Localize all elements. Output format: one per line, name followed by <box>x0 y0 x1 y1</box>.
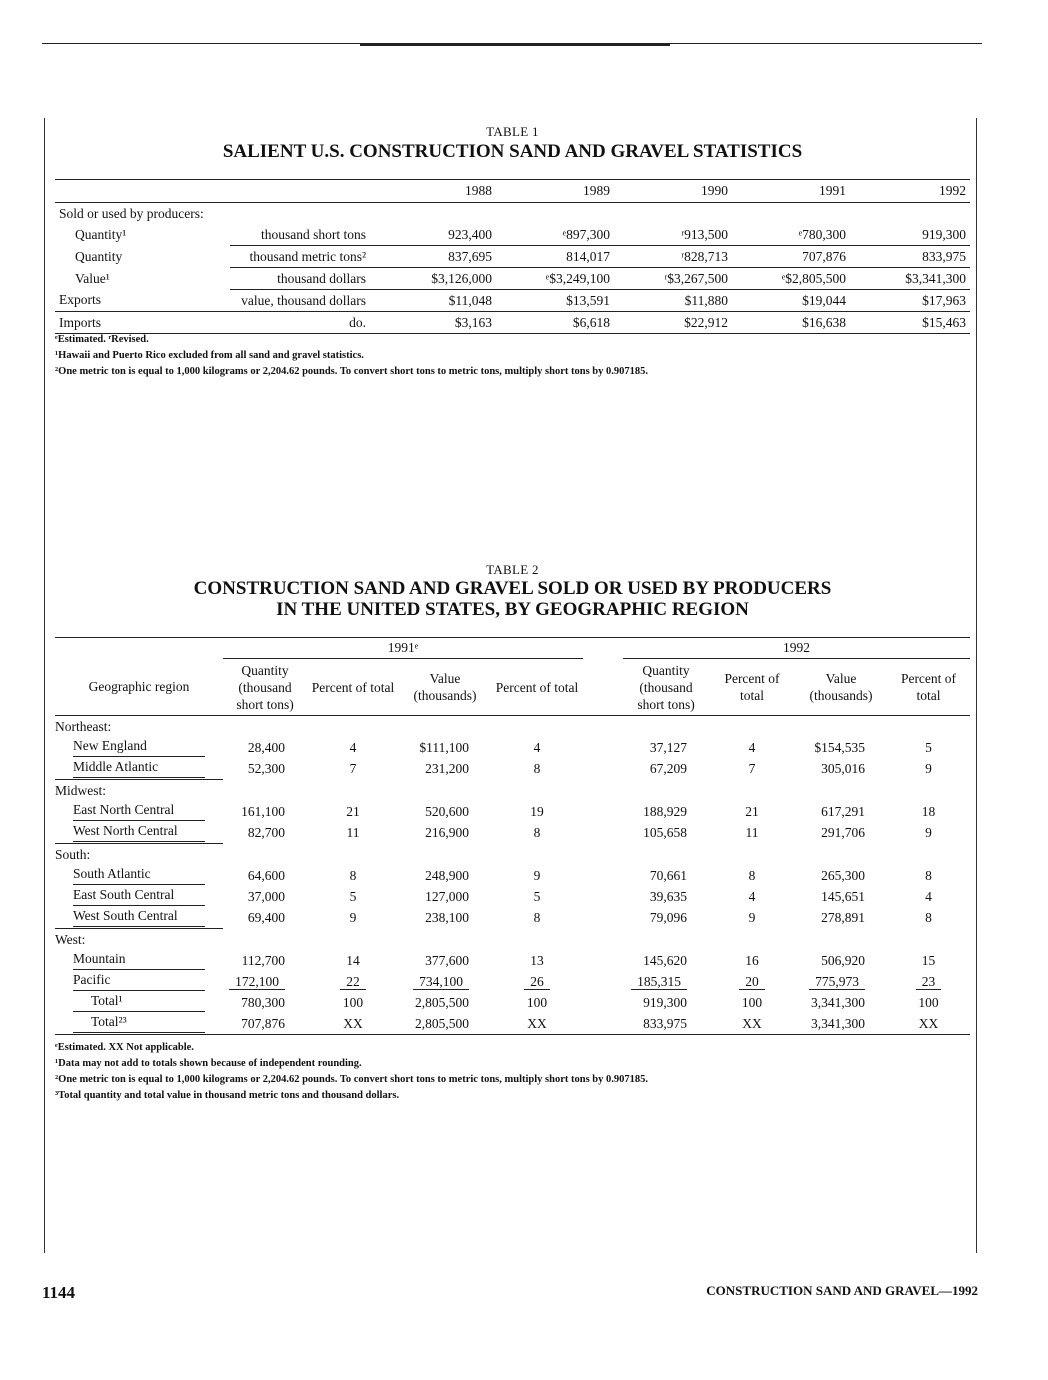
row-label: Value¹ <box>75 270 110 286</box>
cell: 707,876 <box>223 1013 307 1035</box>
row-unit: thousand short tons <box>230 224 378 246</box>
cell: 21 <box>346 803 360 819</box>
cell: 305,016 <box>821 760 865 776</box>
table-row <box>55 1013 970 1035</box>
cell: $17,963 <box>850 290 970 312</box>
region-label <box>55 758 223 780</box>
spacer <box>887 780 970 802</box>
cell <box>887 971 970 992</box>
group-label: Northeast: <box>55 716 223 738</box>
table-row <box>55 758 970 780</box>
cell: XX <box>307 1013 399 1035</box>
cell <box>795 971 887 992</box>
spacer <box>709 780 795 802</box>
cell: $111,100 <box>419 739 469 755</box>
cell: 127,000 <box>425 888 469 904</box>
region-name: Pacific <box>73 972 205 991</box>
cell: 833,975 <box>623 1013 709 1035</box>
spacer <box>307 780 399 802</box>
cell: 14 <box>346 952 360 968</box>
cell: 9 <box>349 909 357 925</box>
year-1989: 1989 <box>496 180 614 203</box>
spacer <box>583 716 623 738</box>
cell: 617,291 <box>821 803 865 819</box>
table-row <box>55 224 970 246</box>
table-row <box>55 971 970 992</box>
cell: 5 <box>925 739 932 755</box>
year-1991-header: 1991ᵉ <box>223 638 583 659</box>
cell: 79,096 <box>649 909 687 925</box>
cell-value: 734,100 <box>413 974 469 990</box>
region-name: South Atlantic <box>73 866 205 885</box>
cell: ᵉ$2,805,500 <box>732 268 850 290</box>
cell: ᵉ$3,249,100 <box>496 268 614 290</box>
top-rule-thick <box>360 43 670 46</box>
cell: $3,126,000 <box>378 268 496 290</box>
cell: $11,048 <box>378 290 496 312</box>
group-label: Sold or used by producers: <box>59 205 204 221</box>
cell: 52,300 <box>247 760 285 776</box>
cell: 707,876 <box>732 246 850 268</box>
table1-title: SALIENT U.S. CONSTRUCTION SAND AND GRAVEL STATISTICS <box>222 141 803 162</box>
cell: 8 <box>349 867 357 883</box>
cell: 9 <box>533 867 541 883</box>
table2-column-header-row <box>55 659 970 716</box>
cell: 814,017 <box>496 246 614 268</box>
region-name: Middle Atlantic <box>73 759 205 778</box>
region-name: Total²³ <box>73 1014 205 1033</box>
region-label <box>55 737 223 758</box>
region-label <box>55 907 223 929</box>
cell: 506,920 <box>821 952 865 968</box>
left-margin-rule <box>44 118 45 1253</box>
cell: 16 <box>745 952 759 968</box>
cell-value: 23 <box>916 974 942 990</box>
cell: 238,100 <box>425 909 469 925</box>
table2 <box>55 637 970 1035</box>
spacer <box>399 844 491 866</box>
cell: 231,200 <box>425 760 469 776</box>
cell: 112,700 <box>241 952 285 968</box>
cell: 5 <box>349 888 357 904</box>
row-unit: thousand dollars <box>230 268 378 290</box>
col-percent: Percent of total <box>307 659 399 716</box>
group-row <box>55 780 970 802</box>
cell: ᵉ897,300 <box>496 224 614 246</box>
table2-year-row <box>55 638 970 659</box>
spacer <box>795 716 887 738</box>
spacer <box>223 780 307 802</box>
cell: 188,929 <box>643 803 687 819</box>
cell: 4 <box>748 739 756 755</box>
spacer <box>709 929 795 951</box>
cell: 82,700 <box>247 824 285 840</box>
col-percent: Percent of total <box>491 659 583 716</box>
footnote: ²One metric ton is equal to 1,000 kilograms or 2,204.62 pounds. To convert short tons to metric tons, multiply short tons by 0.907185. <box>55 366 649 377</box>
cell: XX <box>709 1013 795 1035</box>
row-unit: thousand metric tons² <box>230 246 378 268</box>
cell: 4 <box>925 888 932 904</box>
cell: 7 <box>349 760 357 776</box>
group-row <box>55 929 970 951</box>
cell: 9 <box>925 760 932 776</box>
row-label: Imports <box>55 312 230 334</box>
cell <box>223 971 307 992</box>
cell: 15 <box>921 952 936 968</box>
cell: 21 <box>745 803 759 819</box>
spacer <box>223 929 307 951</box>
cell: 70,661 <box>649 867 687 883</box>
cell: 3,341,300 <box>811 994 865 1010</box>
table-row <box>55 268 970 290</box>
table2-footnotes <box>55 1040 648 1104</box>
cell: 837,695 <box>378 246 496 268</box>
spacer <box>583 907 623 929</box>
spacer <box>399 929 491 951</box>
table-row <box>55 907 970 929</box>
group-label: Midwest: <box>55 780 223 802</box>
spacer <box>583 992 623 1013</box>
cell: 265,300 <box>821 867 865 883</box>
cell: $6,618 <box>496 312 614 334</box>
year-1990: 1990 <box>614 180 732 203</box>
table-row <box>55 865 970 886</box>
cell: 7 <box>748 760 756 776</box>
cell: 9 <box>748 909 756 925</box>
region-label <box>55 865 223 886</box>
spacer <box>223 844 307 866</box>
table-row <box>55 822 970 844</box>
cell: 8 <box>748 867 756 883</box>
region-name: West North Central <box>73 823 205 842</box>
spacer <box>709 716 795 738</box>
table1-header-row <box>55 180 970 203</box>
cell: XX <box>887 1013 970 1035</box>
region-name: West South Central <box>73 908 205 927</box>
cell: ʳ913,500 <box>614 224 732 246</box>
region-name: Mountain <box>73 951 205 970</box>
cell: $3,341,300 <box>850 268 970 290</box>
cell <box>307 971 399 992</box>
table-row <box>55 992 970 1013</box>
cell: 69,400 <box>247 909 285 925</box>
cell: 2,805,500 <box>415 994 469 1010</box>
table2-title-line1: CONSTRUCTION SAND AND GRAVEL SOLD OR USED BY PRODUCERS <box>193 578 832 599</box>
cell: 520,600 <box>425 803 469 819</box>
cell: 8 <box>533 909 541 925</box>
table1-footnotes <box>55 332 648 380</box>
cell: $11,880 <box>614 290 732 312</box>
spacer <box>795 780 887 802</box>
region-label <box>55 971 223 992</box>
region-name: East South Central <box>73 887 205 906</box>
cell: 2,805,500 <box>399 1013 491 1035</box>
cell: 291,706 <box>821 824 865 840</box>
spacer <box>795 844 887 866</box>
cell-value: 172,100 <box>229 974 285 990</box>
table-row <box>55 950 970 971</box>
spacer <box>623 780 709 802</box>
spacer <box>583 886 623 907</box>
cell: $15,463 <box>850 312 970 334</box>
region-label <box>55 1013 223 1035</box>
table1 <box>55 179 970 334</box>
table2-title-line2: IN THE UNITED STATES, BY GEOGRAPHIC REGION <box>276 599 749 620</box>
cell <box>709 971 795 992</box>
group-label: South: <box>55 844 223 866</box>
cell: 919,300 <box>643 994 687 1010</box>
spacer <box>307 716 399 738</box>
spacer <box>583 758 623 780</box>
row-label: Quantity <box>75 248 123 264</box>
footnote: ᵉEstimated. ʳRevised. <box>55 334 149 345</box>
spacer <box>887 929 970 951</box>
cell: 100 <box>741 994 763 1010</box>
spacer <box>583 780 623 802</box>
footnote: ³Total quantity and total value in thousand metric tons and thousand dollars. <box>55 1090 400 1101</box>
cell: ʳ828,713 <box>614 246 732 268</box>
group-label: West: <box>55 929 223 951</box>
cell: 833,975 <box>850 246 970 268</box>
cell-value: 22 <box>340 974 366 990</box>
table1-group-row <box>55 203 970 225</box>
page-number: 1144 <box>42 1283 76 1302</box>
spacer <box>583 1013 623 1035</box>
region-name: New England <box>73 738 205 757</box>
group-row <box>55 844 970 866</box>
spacer <box>491 844 583 866</box>
spacer <box>307 844 399 866</box>
region-name: Total¹ <box>73 993 205 1012</box>
col-quantity: Quantity (thousand short tons) <box>223 659 307 716</box>
cell: 919,300 <box>850 224 970 246</box>
cell: 3,341,300 <box>795 1013 887 1035</box>
cell: 278,891 <box>821 909 865 925</box>
cell: 18 <box>921 803 936 819</box>
cell: 923,400 <box>378 224 496 246</box>
cell: 4 <box>533 739 541 755</box>
cell: 28,400 <box>247 739 285 755</box>
table-row <box>55 290 970 312</box>
cell: 11 <box>745 824 759 840</box>
cell: 8 <box>533 824 541 840</box>
row-unit: value, thousand dollars <box>230 290 378 312</box>
table1-number: TABLE 1 <box>486 124 539 139</box>
spacer <box>583 822 623 844</box>
cell: 64,600 <box>247 867 285 883</box>
year-1992-header: 1992 <box>623 638 970 659</box>
spacer <box>623 844 709 866</box>
region-name: East North Central <box>73 802 205 821</box>
region-label <box>55 950 223 971</box>
cell: 248,900 <box>425 867 469 883</box>
running-head: CONSTRUCTION SAND AND GRAVEL—1992 <box>706 1283 978 1298</box>
group-row <box>55 716 970 738</box>
cell: $22,912 <box>614 312 732 334</box>
cell: 780,300 <box>241 994 285 1010</box>
cell-value: 20 <box>739 974 765 990</box>
cell: 145,651 <box>821 888 865 904</box>
spacer <box>583 865 623 886</box>
table-row <box>55 886 970 907</box>
cell: 5 <box>533 888 541 904</box>
right-margin-rule <box>976 118 977 1253</box>
spacer <box>399 780 491 802</box>
footnote: ¹Hawaii and Puerto Rico excluded from all sand and gravel statistics. <box>55 350 364 361</box>
spacer <box>491 716 583 738</box>
row-label: Quantity¹ <box>75 226 127 242</box>
cell: 8 <box>533 760 541 776</box>
cell: 4 <box>748 888 756 904</box>
col-quantity: Quantity (thousand short tons) <box>623 659 709 716</box>
cell <box>399 971 491 992</box>
cell: 216,900 <box>425 824 469 840</box>
cell <box>491 971 583 992</box>
cell: 13 <box>530 952 544 968</box>
col-value: Value (thousands) <box>795 659 887 716</box>
cell: ʳ$3,267,500 <box>614 268 732 290</box>
table-row <box>55 737 970 758</box>
spacer <box>491 929 583 951</box>
cell: $3,163 <box>378 312 496 334</box>
year-1992: 1992 <box>850 180 970 203</box>
spacer <box>887 844 970 866</box>
spacer <box>491 780 583 802</box>
spacer <box>583 844 623 866</box>
region-label <box>55 822 223 844</box>
footnote: ᵉEstimated. XX Not applicable. <box>55 1042 194 1053</box>
spacer <box>583 929 623 951</box>
spacer <box>583 801 623 822</box>
cell: 100 <box>342 994 364 1010</box>
cell: 4 <box>349 739 357 755</box>
region-label <box>55 801 223 822</box>
footnote: ²One metric ton is equal to 1,000 kilograms or 2,204.62 pounds. To convert short tons to metric tons, multiply short tons by 0.907185. <box>55 1074 649 1085</box>
row-unit: do. <box>230 312 378 334</box>
year-1991: 1991 <box>732 180 850 203</box>
table-row <box>55 312 970 334</box>
cell: 161,100 <box>241 803 285 819</box>
spacer <box>223 716 307 738</box>
spacer <box>709 844 795 866</box>
spacer <box>583 737 623 758</box>
col-percent: Percent of total <box>887 659 970 716</box>
table-row <box>55 801 970 822</box>
spacer <box>795 929 887 951</box>
spacer <box>583 950 623 971</box>
spacer <box>399 716 491 738</box>
table-row <box>55 246 970 268</box>
cell-value: 26 <box>524 974 550 990</box>
cell: 19 <box>530 803 544 819</box>
spacer <box>623 716 709 738</box>
cell: 100 <box>526 994 548 1010</box>
cell: $16,638 <box>732 312 850 334</box>
spacer <box>583 971 623 992</box>
cell: 67,209 <box>649 760 687 776</box>
cell: 8 <box>925 909 932 925</box>
col-region: Geographic region <box>55 659 223 716</box>
cell: 100 <box>918 994 939 1010</box>
year-1988: 1988 <box>378 180 496 203</box>
cell: 8 <box>925 867 932 883</box>
cell: 105,658 <box>643 824 687 840</box>
cell: 145,620 <box>643 952 687 968</box>
cell: 377,600 <box>425 952 469 968</box>
cell: ᵉ780,300 <box>732 224 850 246</box>
spacer <box>307 929 399 951</box>
cell: XX <box>491 1013 583 1035</box>
cell <box>623 971 709 992</box>
cell-value: 185,315 <box>631 974 687 990</box>
footnote: ¹Data may not add to totals shown because of independent rounding. <box>55 1058 362 1069</box>
table2-number: TABLE 2 <box>486 562 539 577</box>
cell: 37,127 <box>649 739 687 755</box>
cell: $13,591 <box>496 290 614 312</box>
cell: $154,535 <box>814 739 865 755</box>
spacer <box>887 716 970 738</box>
cell: 9 <box>925 824 932 840</box>
cell: 39,635 <box>649 888 687 904</box>
cell-value: 775,973 <box>809 974 865 990</box>
cell: $19,044 <box>732 290 850 312</box>
cell: 37,000 <box>247 888 285 904</box>
col-value: Value (thousands) <box>399 659 491 716</box>
region-label <box>55 992 223 1013</box>
region-label <box>55 886 223 907</box>
row-label: Exports <box>55 290 230 312</box>
spacer <box>623 929 709 951</box>
cell: 11 <box>346 824 360 840</box>
col-percent: Percent of total <box>709 659 795 716</box>
